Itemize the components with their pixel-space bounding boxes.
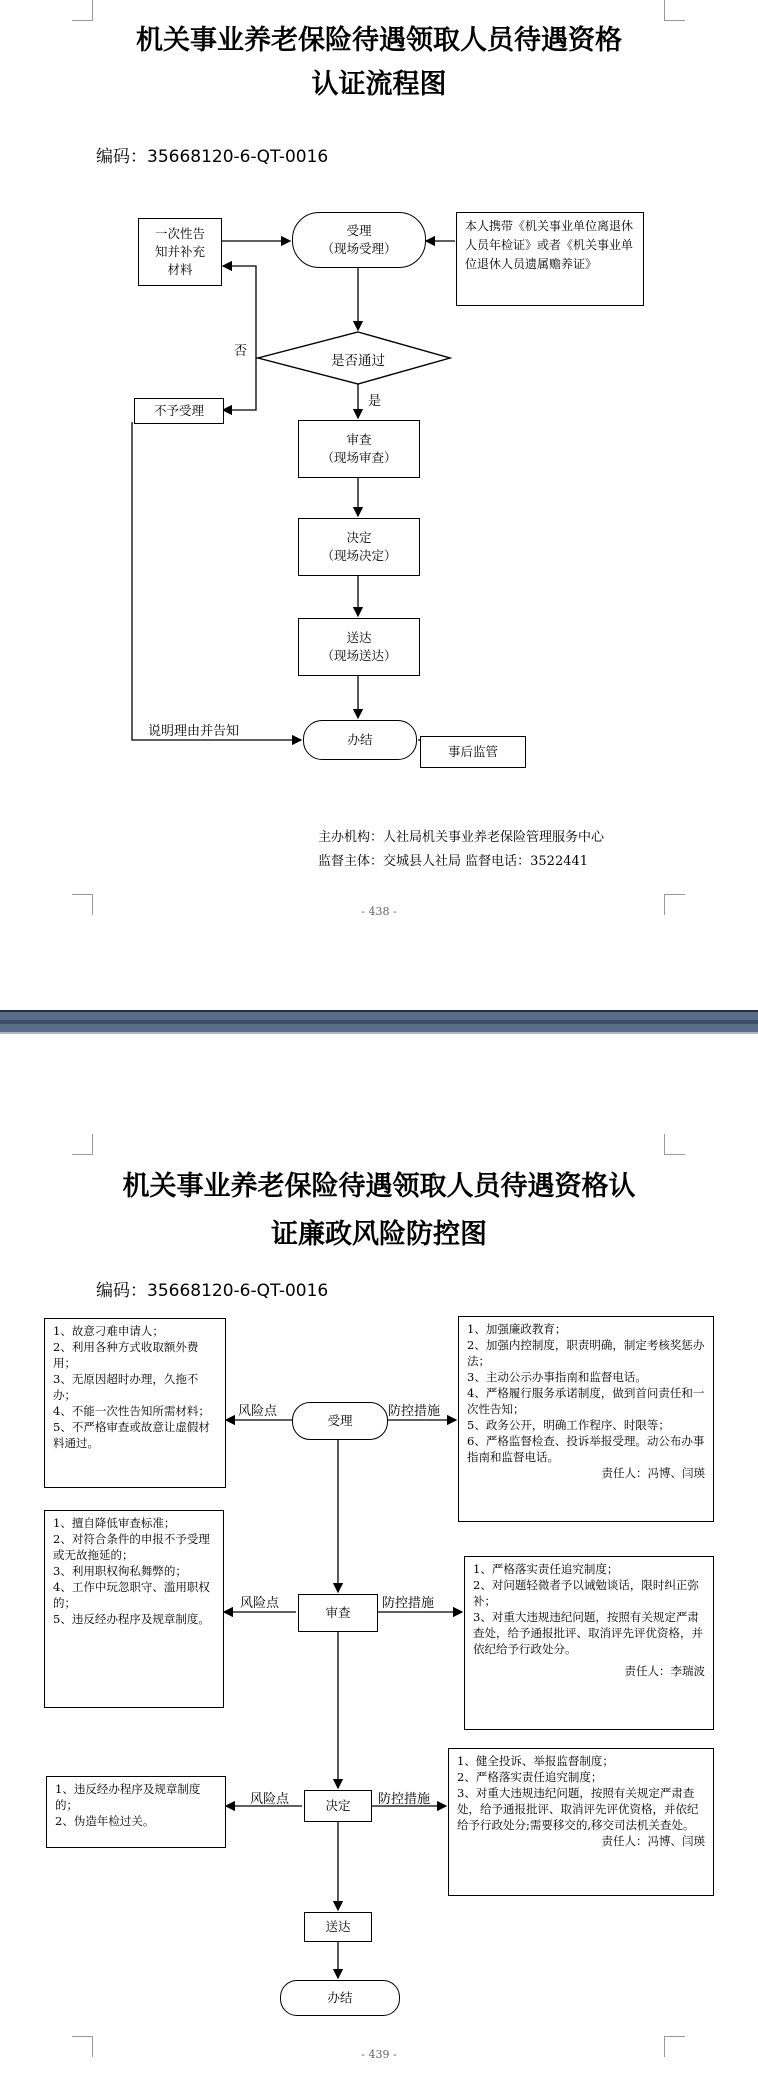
risk-item: 1、故意刁难申请人； — [53, 1324, 164, 1338]
control-item: 3、对重大违规违纪问题，按照有关规定严肃查处，给予通报批评、取消评先评优资格，并依纪给予行政处分;需要移交的,移交司法机关查处。 — [457, 1786, 699, 1832]
responsible-person: 责任人：冯博、闫瑛 — [601, 1466, 705, 1480]
control-box-decide — [448, 1748, 714, 1896]
stage-accept: 受理 — [292, 1402, 388, 1440]
responsible-person: 责任人：李瑞波 — [624, 1664, 705, 1678]
risk-item: 4、不能一次性告知所需材料； — [53, 1404, 210, 1418]
accept-note-box: 本人携带《机关事业单位离退休人员年检证》或者《机关事业单位退休人员遗属赡养证》 — [456, 212, 644, 306]
risk-item: 3、利用职权徇私舞弊的； — [53, 1564, 187, 1578]
risk-item: 1、违反经办程序及规章制度的； — [55, 1782, 201, 1812]
risk-box-decide — [46, 1776, 226, 1848]
risk-point-label: 风险点 — [238, 1404, 278, 1419]
risk-item: 3、无原因超时办理，久拖不办； — [53, 1372, 199, 1402]
pass-question-label: 是否通过 — [331, 353, 385, 369]
control-measure-label: 防控措施 — [388, 1404, 441, 1419]
stage-finish: 办结 — [280, 1980, 400, 2016]
reject-box: 不予受理 — [134, 398, 224, 424]
deliver-sublabel: （现场送达） — [321, 648, 397, 663]
page-title: 机关事业养老保险待遇领取人员待遇资格 — [136, 25, 622, 56]
risk-point-label: 风险点 — [240, 1596, 280, 1611]
document-code-2: 编码：35668120-6-QT-0016 — [96, 1281, 329, 1301]
risk-item: 2、对符合条件的申报不予受理或无故拖延的； — [53, 1532, 210, 1562]
yes-label: 是 — [368, 394, 382, 409]
responsible-person: 责任人：冯博、闫瑛 — [601, 1834, 705, 1848]
document-code: 编码：35668120-6-QT-0016 — [96, 147, 329, 167]
page-number: - 438 - — [361, 905, 397, 918]
supervisor: 监督主体：交城县人社局 监督电话：3522441 — [318, 854, 589, 869]
deliver-label: 送达 — [346, 630, 372, 645]
risk-item: 4、工作中玩忽职守、滥用职权的； — [53, 1580, 210, 1610]
no-label: 否 — [234, 344, 248, 359]
risk-item: 5、不严格审查或故意让虚假材料通过。 — [53, 1420, 210, 1450]
decide-label: 决定 — [346, 530, 372, 545]
supplement-line: 知并补充 — [154, 244, 205, 259]
risk-box-review — [44, 1510, 224, 1708]
control-item: 2、对问题轻微者予以诫勉谈话，限时纠正弥补； — [473, 1578, 699, 1608]
post-supervise-box: 事后监管 — [420, 736, 526, 768]
accept-sublabel: （现场受理） — [321, 241, 397, 256]
control-item: 4、严格履行服务承诺制度，做到首问责任和一次性告知； — [467, 1386, 705, 1416]
page-subtitle-2: 证廉政风险防控图 — [271, 1219, 487, 1250]
finish-node: 办结 — [303, 720, 417, 760]
control-box-review — [464, 1556, 714, 1730]
host-org: 主办机构：人社局机关事业养老保险管理服务中心 — [318, 830, 605, 845]
explain-label: 说明理由并告知 — [148, 724, 240, 739]
risk-point-label: 风险点 — [250, 1792, 290, 1807]
risk-item: 5、违反经办程序及规章制度。 — [53, 1612, 210, 1626]
stage-decide: 决定 — [304, 1790, 372, 1822]
control-box-accept — [458, 1316, 714, 1522]
supplement-line: 材料 — [167, 262, 193, 277]
page-number-2: - 439 - — [361, 2048, 397, 2061]
supplement-line: 一次性告 — [154, 226, 205, 241]
control-item: 1、健全投诉、举报监督制度； — [457, 1754, 614, 1768]
control-item: 1、加强廉政教育； — [467, 1322, 567, 1336]
control-item: 2、严格落实责任追究制度； — [457, 1770, 603, 1784]
decide-sublabel: （现场决定） — [321, 548, 397, 563]
page-subtitle: 认证流程图 — [311, 69, 447, 100]
control-item: 5、政务公开，明确工作程序、时限等； — [467, 1418, 670, 1432]
risk-item: 2、伪造年检过关。 — [55, 1814, 155, 1828]
review-sublabel: （现场审查） — [321, 450, 397, 465]
control-item: 6、严格监督检查、投诉举报受理。动公布办事指南和监督电话。 — [467, 1434, 705, 1464]
control-measure-label: 防控措施 — [382, 1596, 435, 1611]
control-item: 2、加强内控制度，职责明确，制定考核奖惩办法； — [467, 1338, 705, 1368]
stage-deliver: 送达 — [304, 1912, 372, 1942]
control-measure-label: 防控措施 — [378, 1792, 431, 1807]
page-title-2: 机关事业养老保险待遇领取人员待遇资格认 — [122, 1171, 636, 1202]
risk-box-accept — [44, 1318, 226, 1488]
control-item: 1、严格落实责任追究制度； — [473, 1562, 619, 1576]
accept-label: 受理 — [346, 223, 372, 238]
risk-item: 1、擅自降低审查标准； — [53, 1516, 176, 1530]
review-label: 审查 — [346, 432, 372, 447]
control-item: 3、主动公示办事指南和监督电话。 — [467, 1370, 647, 1384]
control-item: 3、对重大违规违纪问题，按照有关规定严肃查处，给予通报批评、取消评先评优资格，并依纪给予行政处分。 — [473, 1610, 703, 1656]
risk-item: 2、利用各种方式收取额外费用； — [53, 1340, 199, 1370]
stage-review: 审查 — [298, 1594, 378, 1632]
